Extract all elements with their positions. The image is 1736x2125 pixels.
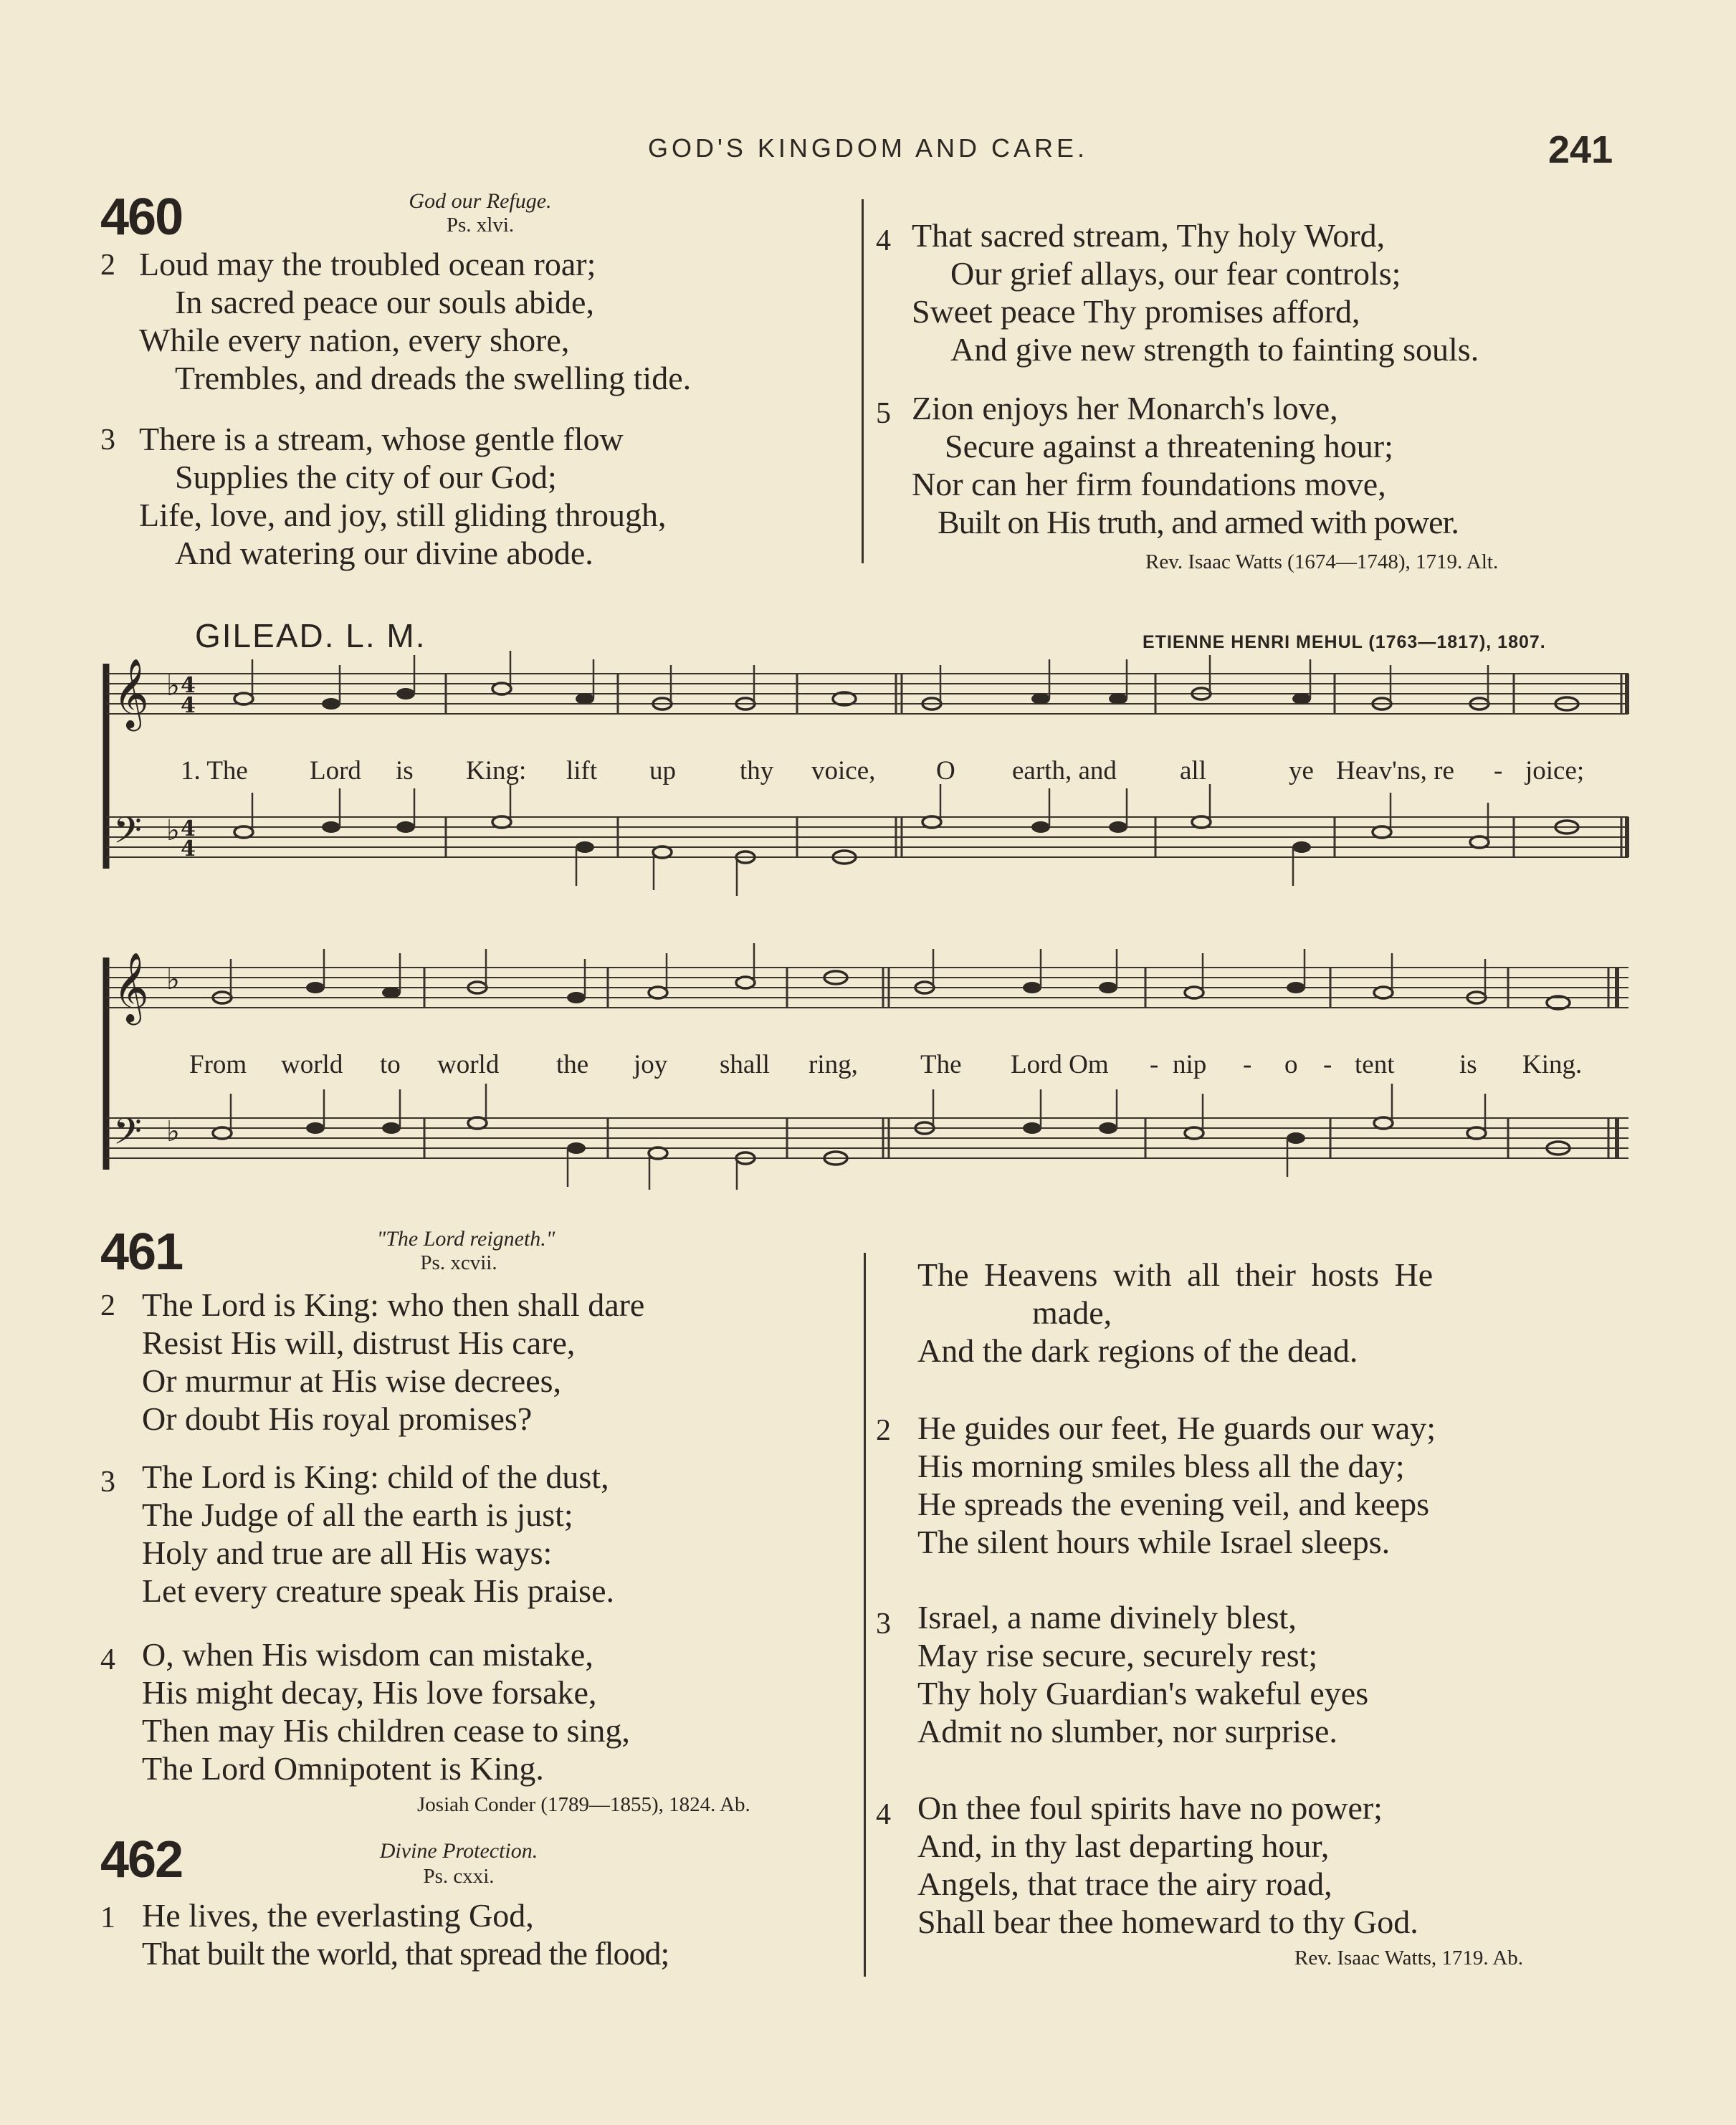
lyric-syllable: Lord (310, 756, 361, 785)
bass-staff-2 (106, 1118, 1628, 1158)
hymn-462-stanza-1 (100, 1896, 669, 1972)
lyric-syllable: The (920, 1050, 962, 1079)
hymn-460-stanza-4 (876, 216, 1479, 368)
stanza-line: Built on His truth, and armed with power. (938, 504, 1459, 540)
hymn-461-stanza-2 (100, 1286, 644, 1438)
lyric-syllable: is (396, 756, 414, 785)
stanza-line: Let every creature speak His praise. (142, 1572, 615, 1609)
stanza-line: While every nation, every shore, (139, 322, 570, 358)
stanza-line: made, (1032, 1294, 1112, 1331)
verse-number: 2 (100, 1289, 115, 1322)
lyric-syllable: world (281, 1050, 343, 1079)
hymn-460-stanza-3 (100, 420, 666, 572)
stanza-line: In sacred peace our souls abide, (175, 284, 594, 320)
lyric-syllable: joy (634, 1050, 668, 1079)
hymn-462-stanza-3 (876, 1598, 1368, 1750)
hymn-462-stanza-4 (876, 1789, 1418, 1941)
stanza-line: O, when His wisdom can mistake, (142, 1636, 593, 1673)
flat-icon: ♭ (166, 1115, 180, 1148)
time-signature: 4 (181, 693, 196, 718)
bass-clef-icon: 𝄢 (113, 808, 142, 861)
hymn-460-psalm: Ps. xlvi. (446, 214, 515, 237)
hymn-462-number: 462 (100, 1831, 183, 1888)
verse-number: 4 (876, 1798, 891, 1831)
lyric-syllable: world (437, 1050, 500, 1079)
stanza-line: Supplies the city of our God; (175, 459, 557, 495)
treble-clef-icon: 𝄞 (113, 952, 149, 1022)
lyric-syllable: - (1323, 1050, 1332, 1079)
page-number: 241 (1548, 128, 1613, 171)
stanza-line: There is a stream, whose gentle flow (139, 421, 624, 457)
tune-composer: ETIENNE HENRI MEHUL (1763—1817), 1807. (1143, 632, 1546, 652)
verse-number: 4 (876, 224, 891, 257)
stanza-line: Secure against a threatening hour; (945, 428, 1393, 464)
stanza-line: Then may His children cease to sing, (142, 1712, 630, 1749)
stanza-line: That sacred stream, Thy holy Word, (912, 217, 1386, 254)
lyric-syllable: the (556, 1050, 589, 1079)
lyric-syllable: to (380, 1050, 401, 1079)
stanza-line: That built the world, that spread the flood; (142, 1935, 669, 1972)
stanza-line: And, in thy last departing hour, (917, 1828, 1330, 1864)
lyric-syllable: lift (566, 756, 598, 785)
hymn-462-stanza-1-continued (917, 1256, 1433, 1370)
notes-treble-1 (234, 651, 1578, 710)
time-signature: 4 (181, 673, 196, 698)
verse-number: 2 (876, 1414, 891, 1447)
hymn-461-title: "The Lord reigneth." (376, 1227, 555, 1251)
verse-number: 2 (100, 249, 115, 282)
stanza-line: And the dark regions of the dead. (917, 1332, 1358, 1369)
stanza-line: His might decay, His love forsake, (142, 1674, 597, 1711)
lyric-syllable: - (1494, 756, 1503, 785)
lyric-syllable: Heav'ns, re (1336, 756, 1454, 785)
hymn-462-psalm: Ps. cxxi. (423, 1865, 495, 1888)
lyric-syllable: O (936, 756, 955, 785)
bass-clef-icon: 𝄢 (113, 1109, 142, 1162)
stanza-line: May rise secure, securely rest; (917, 1637, 1318, 1673)
verse-number: 1 (100, 1901, 115, 1934)
notes-bass-1 (234, 784, 1578, 896)
hymn-462-title: Divine Protection. (379, 1839, 538, 1863)
stanza-line: Or murmur at His wise decrees, (142, 1362, 562, 1399)
flat-icon: ♭ (166, 669, 180, 702)
lyric-syllable: King. (1522, 1050, 1583, 1079)
hymn-461-stanza-4 (100, 1635, 630, 1787)
hymn-461-psalm: Ps. xcvii. (420, 1251, 497, 1274)
hymn-460-stanza-5 (876, 389, 1459, 541)
hymn-460-title: God our Refuge. (409, 189, 552, 213)
stanza-line: Zion enjoys her Monarch's love, (912, 390, 1338, 426)
stanza-line: He spreads the evening veil, and keeps (917, 1486, 1430, 1522)
stanza-line: The Lord is King: child of the dust, (142, 1458, 609, 1495)
lyric-syllable: all (1180, 756, 1206, 785)
hymn-460-attribution: Rev. Isaac Watts (1674—1748), 1719. Alt. (1145, 550, 1499, 573)
verse-number: 3 (876, 1608, 891, 1641)
stanza-line: He guides our feet, He guards our way; (917, 1410, 1436, 1446)
treble-staff-2 (106, 968, 1628, 1008)
stanza-line: Sweet peace Thy promises afford, (912, 293, 1360, 330)
running-head: GOD'S KINGDOM AND CARE. (648, 133, 1088, 163)
lyric-syllable: tent (1355, 1050, 1395, 1079)
notes-treble-2 (213, 943, 1570, 1009)
verse-number: 3 (100, 424, 115, 457)
stanza-line: His morning smiles bless all the day; (917, 1448, 1405, 1484)
time-signature: 4 (181, 816, 196, 841)
verse-number: 3 (100, 1466, 115, 1499)
stanza-line: Resist His will, distrust His care, (142, 1324, 576, 1361)
lyric-syllable: - (1243, 1050, 1252, 1079)
flat-icon: ♭ (166, 963, 180, 996)
lyric-syllable: voice, (811, 756, 876, 785)
lyric-syllable: thy (740, 756, 774, 785)
stanza-line: The Judge of all the earth is just; (142, 1496, 573, 1533)
tune-name: GILEAD. L. M. (195, 617, 426, 654)
lyric-syllable: is (1459, 1050, 1477, 1079)
music-score (0, 645, 1736, 1190)
lyric-syllable: o (1284, 1050, 1298, 1079)
column-rule (864, 1253, 866, 1977)
lyric-syllable: King: (466, 756, 527, 785)
stanza-line: Life, love, and joy, still gliding through, (139, 497, 667, 533)
stanza-line: The silent hours while Israel sleeps. (917, 1524, 1391, 1560)
lyric-syllable: - (1150, 1050, 1159, 1079)
lyric-syllable: 1. The (181, 756, 248, 785)
time-signature: 4 (181, 836, 196, 861)
stanza-line: Or doubt His royal promises? (142, 1400, 533, 1437)
lyric-syllable: up (649, 756, 676, 785)
stanza-line: Trembles, and dreads the swelling tide. (175, 360, 692, 396)
flat-icon: ♭ (166, 814, 180, 847)
lyric-syllable: From (189, 1050, 247, 1079)
verse-number: 4 (100, 1643, 115, 1676)
stanza-line: Thy holy Guardian's wakeful eyes (917, 1675, 1369, 1711)
notes-bass-2 (213, 1084, 1570, 1190)
treble-clef-icon: 𝄞 (113, 658, 149, 728)
stanza-line: Loud may the troubled ocean roar; (139, 246, 596, 282)
hymn-460-stanza-2 (100, 245, 691, 397)
hymn-460-number: 460 (100, 188, 183, 246)
stanza-line: Our grief allays, our fear controls; (950, 255, 1401, 292)
hymn-461-number: 461 (100, 1223, 183, 1281)
lyric-syllable: ye (1289, 756, 1314, 785)
hymn-461-attribution: Josiah Conder (1789—1855), 1824. Ab. (417, 1793, 750, 1816)
lyric-syllable: ring, (809, 1050, 858, 1079)
lyric-syllable: nip (1173, 1050, 1207, 1079)
stanza-line: On thee foul spirits have no power; (917, 1790, 1383, 1826)
stanza-line: The Heavens with all their hosts He (917, 1256, 1434, 1293)
stanza-line: Israel, a name divinely blest, (917, 1599, 1297, 1635)
hymn-462-stanza-2 (876, 1409, 1436, 1561)
lyric-syllable: shall (720, 1050, 770, 1079)
stanza-line: And give new strength to fainting souls. (950, 331, 1479, 368)
verse-number: 5 (876, 397, 891, 430)
stanza-line: Angels, that trace the airy road, (917, 1866, 1332, 1902)
lyric-syllable: earth, and (1012, 756, 1117, 785)
hymn-462-attribution: Rev. Isaac Watts, 1719. Ab. (1294, 1947, 1524, 1969)
lyric-syllable: joice; (1525, 756, 1585, 785)
column-rule (862, 199, 864, 563)
hymn-461-stanza-3 (100, 1458, 614, 1610)
lyric-syllable: Lord Om (1011, 1050, 1109, 1079)
stanza-line: Admit no slumber, nor surprise. (917, 1713, 1337, 1749)
stanza-line: The Lord is King: who then shall dare (142, 1286, 645, 1323)
stanza-line: Nor can her firm foundations move, (912, 466, 1386, 502)
stanza-line: Shall bear thee homeward to thy God. (917, 1904, 1418, 1940)
stanza-line: Holy and true are all His ways: (142, 1534, 553, 1571)
stanza-line: The Lord Omnipotent is King. (142, 1750, 544, 1787)
stanza-line: And watering our divine abode. (175, 535, 593, 571)
stanza-line: He lives, the everlasting God, (142, 1897, 534, 1934)
